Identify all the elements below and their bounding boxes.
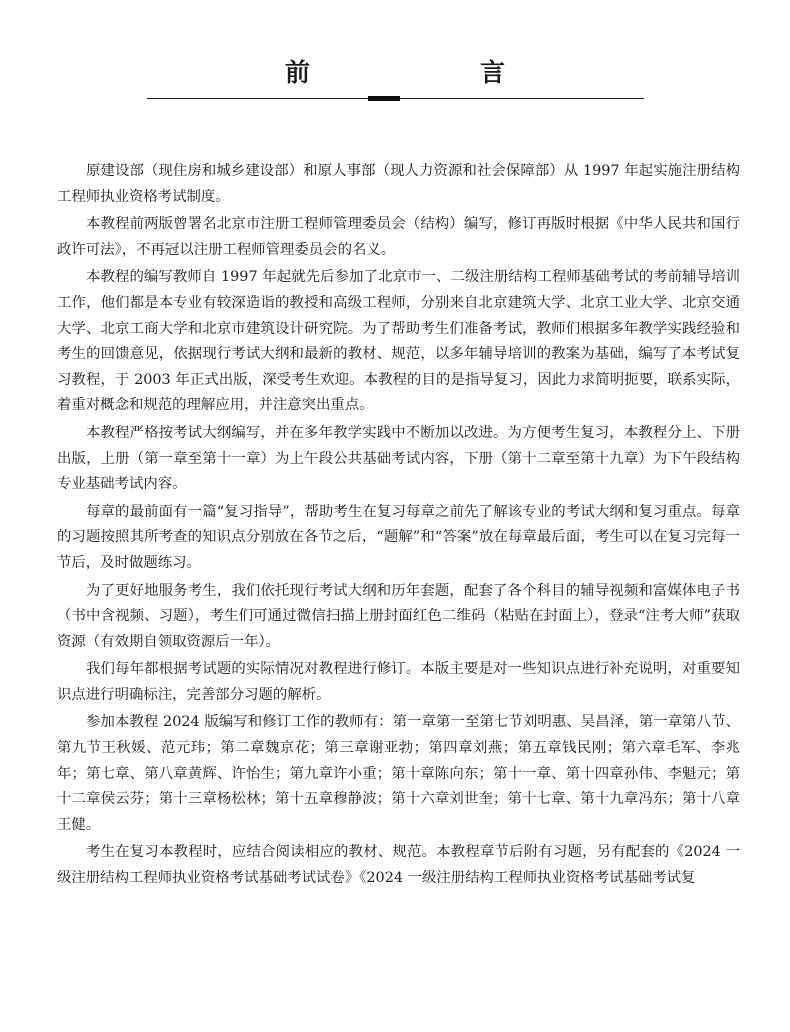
paragraph-1: 原建设部（现住房和城乡建设部）和原人事部（现人力资源和社会保障部）从 1997 年起实施注册结构工程师执业资格考试制度。 xyxy=(57,163,740,205)
page-title: 前 言 xyxy=(284,58,545,87)
paragraph-4: 本教程严格按考试大纲编写，并在多年教学实践中不断加以改进。为方便考生复习，本教程分上、下册出版，上册（第一章至第十一章）为上午段公共基础考试内容，下册（第十二章至第十九章）为下午段结构专业基础考试内容。 xyxy=(57,424,740,493)
paragraph-7: 我们每年都根据考试题的实际情况对教程进行修订。本版主要是对一些知识点进行补充说明，对重要知识点进行明确标注，完善部分习题的解析。 xyxy=(57,661,740,703)
paragraph-9: 考生在复习本教程时，应结合阅读相应的教材、规范。本教程章节后附有习题，另有配套的《2024 一级注册结构工程师执业资格考试基础考试试卷》《2024 一级注册结构工程师执业资格考试基础考试复 xyxy=(57,844,740,887)
preface-body xyxy=(57,159,740,894)
paragraph-5: 每章的最前面有一篇“复习指导”，帮助考生在复习每章之前先了解该专业的考试大纲和复习重点。每章的习题按照其所考查的知识点分别放在各节之后，“题解”和“答案”放在每章最后面，考生可以在复习完每一节后，及时做题练习。 xyxy=(57,503,740,571)
title-underline-mark xyxy=(368,96,400,101)
paragraph-3: 本教程的编写教师自 1997 年起就先后参加了北京市一、二级注册结构工程师基础考试的考前辅导培训工作，他们都是本专业有较深造诣的教授和高级工程师，分别来自北京建筑大学、北京工业大学、北京交通大学、北京工商大学和北京市建筑设计研究院。为了帮助考生们准备考试，教师们根据多年教学实践经验和考生的回馈意见，依据现行考试大纲和最新的教材、规范，以多年辅导培训的教案为基础，编写了本考试复习教程，于 2003 年正式出版，深受考生欢迎。本教程的目的是指导复习，因此力求简明扼要，联系实际，着重对概念和规范的理解应用，并注意突出重点。 xyxy=(57,269,740,414)
paragraph-8: 参加本教程 2024 版编写和修订工作的教师有：第一章第一至第七节刘明惠、吴昌泽，第一章第八节、第九节王秋媛、范元玮；第二章魏京花；第三章谢亚勃；第四章刘燕；第五章钱民刚；第六章毛军、李兆年；第七章、第八章黄辉、许怡生；第九章许小重；第十章陈向东；第十一章、第十四章孙伟、李魁元；第十二章侯云芬；第十三章杨松林；第十五章穆静波；第十六章刘世奎；第十七章、第十九章冯东；第十八章王健。 xyxy=(57,714,740,833)
paragraph-2: 本教程前两版曾署名北京市注册工程师管理委员会（结构）编写，修订再版时根据《中华人民共和国行政许可法》，不再冠以注册工程师管理委员会的名义。 xyxy=(57,216,740,258)
paragraph-6: 为了更好地服务考生，我们依托现行考试大纲和历年套题，配套了各个科目的辅导视频和富媒体电子书（书中含视频、习题），考生们可通过微信扫描上册封面红色二维码（粘贴在封面上），登录“注考大师”获取资源（有效期自领取资源后一年）。 xyxy=(57,582,740,650)
